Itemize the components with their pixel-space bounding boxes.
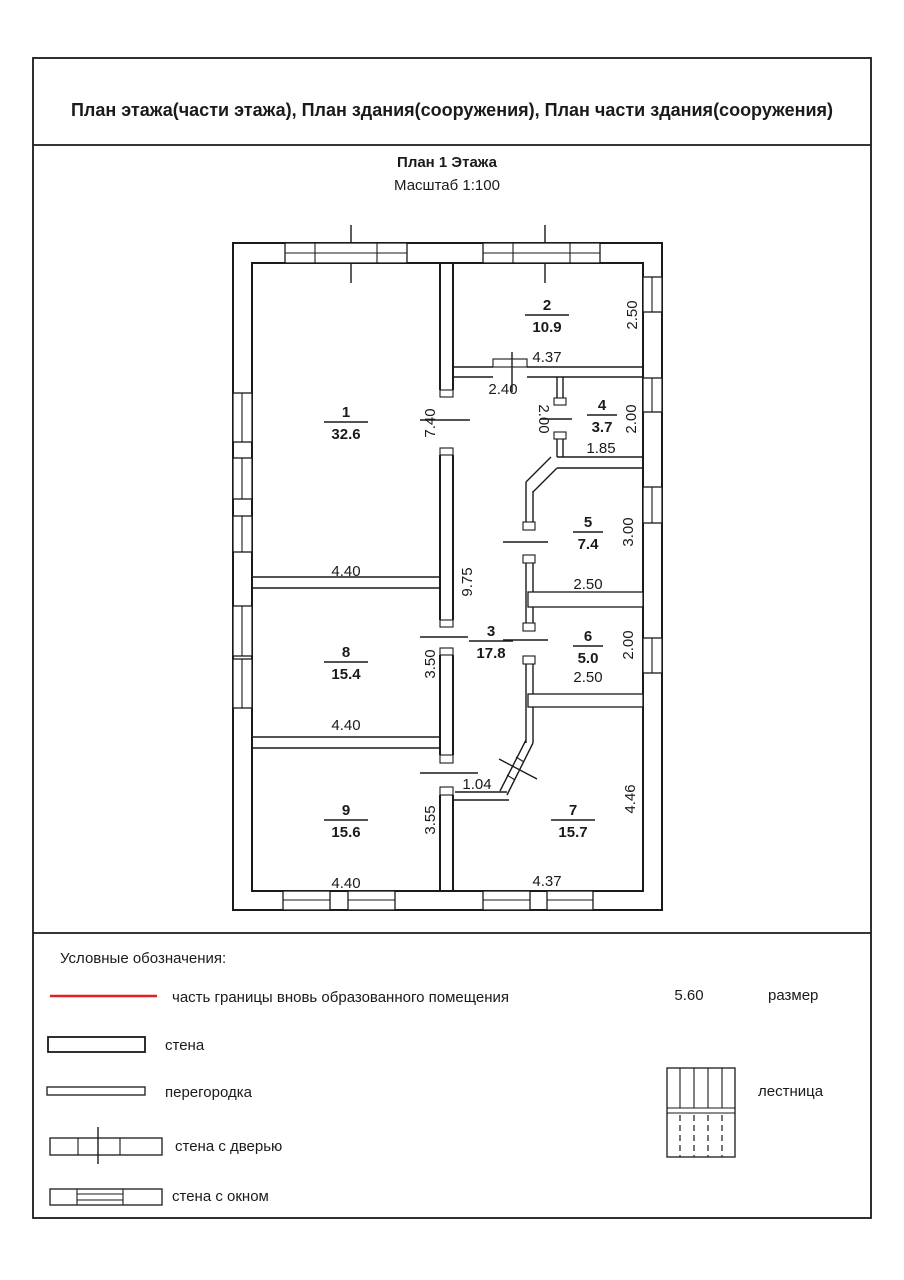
legend-label-partition: перегородка <box>165 1084 252 1101</box>
dim-room6-width: 2.50 <box>573 669 603 686</box>
plan-scale: Масштаб 1:100 <box>394 177 500 194</box>
door-jamb <box>523 522 535 530</box>
legend-label-wall-door: стена с дверью <box>175 1138 283 1155</box>
legend-label-wall: стена <box>165 1037 205 1054</box>
partition-room6-room7 <box>528 694 643 707</box>
door-jamb <box>440 390 453 397</box>
wall-with-window-symbol <box>50 1189 162 1205</box>
dim-room7-height: 4.46 <box>622 784 639 814</box>
door-jamb <box>554 398 566 405</box>
room-4-number: 4 <box>597 397 607 414</box>
stairs-symbol <box>667 1068 735 1157</box>
dim-room5-height: 3.00 <box>620 517 637 547</box>
door-leaf-room2 <box>493 359 527 367</box>
door-jamb <box>523 623 535 631</box>
room-9-number: 9 <box>341 802 351 819</box>
room-3-number: 3 <box>486 623 496 640</box>
door-jamb <box>523 656 535 664</box>
partition-room8-room9 <box>252 737 440 748</box>
room-1-number: 1 <box>341 404 351 421</box>
dim-hall-width: 2.40 <box>488 381 518 398</box>
dim-room9-height: 3.55 <box>422 805 439 835</box>
wall-with-window-rect <box>50 1189 162 1205</box>
dim-hall-length: 9.75 <box>459 567 476 597</box>
wall-symbol <box>48 1037 145 1052</box>
dim-room2-height: 2.50 <box>624 300 641 330</box>
doors <box>351 225 572 795</box>
dim-room7-width: 4.37 <box>532 873 562 890</box>
room-7-area: 15.7 <box>558 824 588 841</box>
partition-symbol <box>47 1087 145 1095</box>
dim-room1-height: 7.40 <box>422 408 439 438</box>
page-title: План этажа(части этажа), План здания(сооружения), План части здания(сооружения) <box>70 100 834 120</box>
room-3-area: 17.8 <box>476 645 506 662</box>
room-5-area: 7.4 <box>577 536 599 553</box>
dim-room5-width: 2.50 <box>573 576 603 593</box>
door-jamb <box>440 648 453 655</box>
dim-room2-width: 4.37 <box>532 349 562 366</box>
legend-title: Условные обозначения: <box>60 950 227 967</box>
legend <box>47 950 824 1205</box>
corridor-bottom-wall <box>453 792 509 800</box>
room-6-number: 6 <box>583 628 593 645</box>
room-8-number: 8 <box>341 644 351 661</box>
wall-with-door-rect <box>50 1138 162 1155</box>
room-7-number: 7 <box>568 802 578 819</box>
room-2-area: 10.9 <box>532 319 562 336</box>
wall-with-door-symbol <box>50 1127 162 1164</box>
door-opening-room1 <box>438 390 455 455</box>
dim-room9-width: 4.40 <box>331 875 361 892</box>
dim-room4-height: 2.00 <box>623 404 640 434</box>
partition-chamfer-room4-room5 <box>526 457 557 492</box>
legend-label-size: размер <box>768 987 819 1004</box>
main-internal-wall <box>440 263 453 891</box>
door-jamb <box>440 787 453 795</box>
door-jamb <box>440 448 453 455</box>
legend-label-stairs: лестница <box>758 1083 824 1100</box>
room-9-area: 15.6 <box>331 824 361 841</box>
room-5-number: 5 <box>583 514 593 531</box>
room-8-area: 15.4 <box>331 666 361 683</box>
partition-room5-room6 <box>528 592 643 607</box>
dim-hall-door: 2.00 <box>535 404 552 434</box>
door-jamb <box>440 620 453 627</box>
dim-room4-width: 1.85 <box>586 440 616 457</box>
door-jamb <box>440 755 453 763</box>
legend-label-wall-window: стена с окном <box>172 1188 269 1205</box>
dim-room6-height: 2.00 <box>620 630 637 660</box>
room-2-number: 2 <box>542 297 552 314</box>
room-4-area: 3.7 <box>591 419 613 436</box>
room-6-area: 5.0 <box>577 650 599 667</box>
dim-hall-exit: 1.04 <box>462 776 492 793</box>
partition-room2-bottom <box>453 367 643 377</box>
dim-room1-width: 4.40 <box>331 563 361 580</box>
legend-label-new-boundary: часть границы вновь образованного помещения <box>172 989 510 1006</box>
door-jamb <box>554 432 566 439</box>
room-1-area: 32.6 <box>331 426 361 443</box>
door-jamb <box>523 555 535 563</box>
legend-size-example-value: 5.60 <box>674 987 704 1004</box>
door-opening-room6 <box>524 631 535 656</box>
dim-room8-height: 3.50 <box>422 649 439 679</box>
dim-room8-width: 4.40 <box>331 717 361 734</box>
plan-title: План 1 Этажа <box>397 154 497 171</box>
